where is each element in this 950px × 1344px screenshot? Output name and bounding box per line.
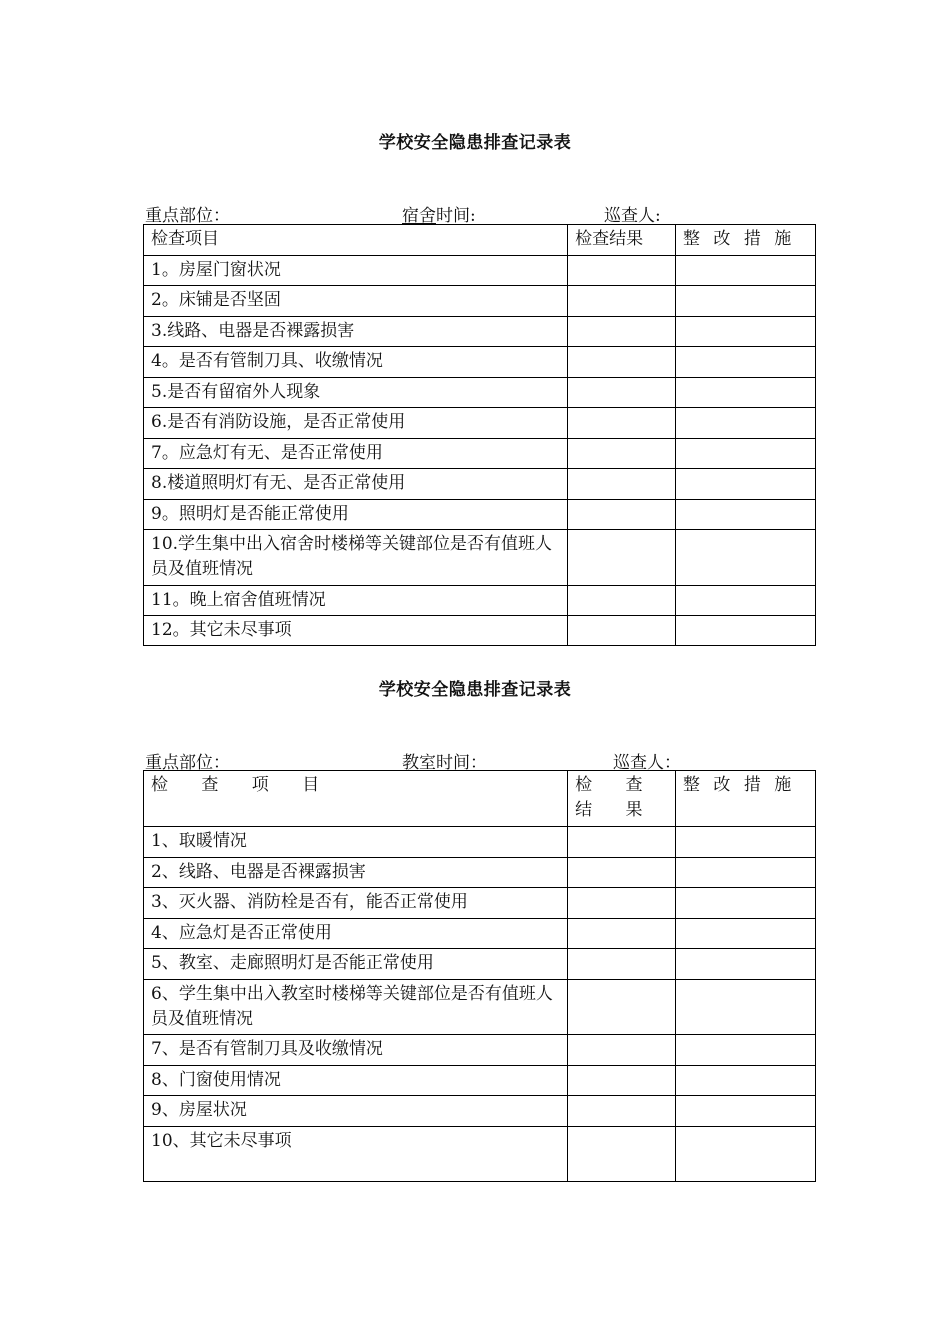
table-row bbox=[144, 256, 816, 286]
table-header-row bbox=[144, 771, 816, 827]
measure-cell[interactable] bbox=[676, 827, 816, 858]
result-cell[interactable] bbox=[568, 1066, 676, 1096]
header-check-item: 检查项目 bbox=[144, 225, 568, 256]
item-label: 3、灭火器、消防栓是否有，能否正常使用 bbox=[144, 888, 568, 919]
item-label: 7。应急灯有无、是否正常使用 bbox=[144, 439, 568, 469]
table-row bbox=[144, 378, 816, 408]
dorm-key-area-label: 重点部位： bbox=[145, 206, 230, 226]
result-cell[interactable] bbox=[568, 530, 676, 586]
measure-cell[interactable] bbox=[676, 919, 816, 949]
dorm-location: 宿舍 bbox=[402, 206, 436, 226]
table-row bbox=[144, 1066, 816, 1096]
classroom-inspector-label: 巡查人： bbox=[613, 753, 681, 773]
result-cell[interactable] bbox=[568, 1035, 676, 1066]
table-row bbox=[144, 317, 816, 347]
measure-cell[interactable] bbox=[676, 888, 816, 919]
measure-cell[interactable] bbox=[676, 256, 816, 286]
table-row bbox=[144, 616, 816, 646]
measure-cell[interactable] bbox=[676, 949, 816, 980]
table-row bbox=[144, 347, 816, 378]
item-label: 2。床铺是否坚固 bbox=[144, 286, 568, 317]
measure-cell[interactable] bbox=[676, 1035, 816, 1066]
measure-cell[interactable] bbox=[676, 500, 816, 530]
table-header-row bbox=[144, 225, 816, 256]
dorm-location-time bbox=[402, 201, 476, 226]
table-row bbox=[144, 469, 816, 500]
measure-cell[interactable] bbox=[676, 858, 816, 888]
item-label: 6、学生集中出入教室时楼梯等关键部位是否有值班人员及值班情况 bbox=[144, 980, 568, 1035]
result-cell[interactable] bbox=[568, 1127, 676, 1182]
item-label: 8、门窗使用情况 bbox=[144, 1066, 568, 1096]
table-row bbox=[144, 439, 816, 469]
measure-cell[interactable] bbox=[676, 317, 816, 347]
classroom-key-area-label: 重点部位： bbox=[145, 753, 230, 773]
header-rectification: 整 改 措 施 bbox=[676, 771, 816, 827]
item-label: 5.是否有留宿外人现象 bbox=[144, 378, 568, 408]
result-cell[interactable] bbox=[568, 919, 676, 949]
table-row bbox=[144, 980, 816, 1035]
table-row bbox=[144, 286, 816, 317]
result-cell[interactable] bbox=[568, 256, 676, 286]
result-cell[interactable] bbox=[568, 827, 676, 858]
result-cell[interactable] bbox=[568, 616, 676, 646]
result-cell[interactable] bbox=[568, 500, 676, 530]
item-label: 7、是否有管制刀具及收缴情况 bbox=[144, 1035, 568, 1066]
result-cell[interactable] bbox=[568, 888, 676, 919]
measure-cell[interactable] bbox=[676, 1127, 816, 1182]
item-label: 6.是否有消防设施，是否正常使用 bbox=[144, 408, 568, 439]
dorm-inspector-label: 巡查人: bbox=[604, 206, 661, 226]
result-cell[interactable] bbox=[568, 378, 676, 408]
measure-cell[interactable] bbox=[676, 439, 816, 469]
table-row bbox=[144, 500, 816, 530]
result-cell[interactable] bbox=[568, 949, 676, 980]
dorm-inspection-table bbox=[143, 224, 816, 646]
item-label: 11。晚上宿舍值班情况 bbox=[144, 586, 568, 616]
result-cell[interactable] bbox=[568, 286, 676, 317]
result-cell[interactable] bbox=[568, 586, 676, 616]
classroom-inspection-table bbox=[143, 770, 816, 1182]
table-row bbox=[144, 408, 816, 439]
header-check-result: 检 查 结 果 bbox=[568, 771, 676, 827]
result-cell[interactable] bbox=[568, 317, 676, 347]
table-row bbox=[144, 586, 816, 616]
table-row bbox=[144, 1096, 816, 1127]
result-cell[interactable] bbox=[568, 858, 676, 888]
measure-cell[interactable] bbox=[676, 586, 816, 616]
table-row bbox=[144, 949, 816, 980]
result-cell[interactable] bbox=[568, 439, 676, 469]
header-rectification: 整 改 措 施 bbox=[676, 225, 816, 256]
table-row bbox=[144, 888, 816, 919]
item-label: 10.学生集中出入宿舍时楼梯等关键部位是否有值班人员及值班情况 bbox=[144, 530, 568, 586]
item-label: 2、线路、电器是否裸露损害 bbox=[144, 858, 568, 888]
result-cell[interactable] bbox=[568, 408, 676, 439]
measure-cell[interactable] bbox=[676, 469, 816, 500]
measure-cell[interactable] bbox=[676, 980, 816, 1035]
measure-cell[interactable] bbox=[676, 530, 816, 586]
dorm-form-title: 学校安全隐患排查记录表 bbox=[378, 133, 572, 153]
classroom-location: 教室 bbox=[402, 753, 436, 773]
measure-cell[interactable] bbox=[676, 408, 816, 439]
table-row bbox=[144, 1127, 816, 1182]
measure-cell[interactable] bbox=[676, 616, 816, 646]
table-row bbox=[144, 858, 816, 888]
item-label: 1。房屋门窗状况 bbox=[144, 256, 568, 286]
item-label: 1、取暖情况 bbox=[144, 827, 568, 858]
table-row bbox=[144, 1035, 816, 1066]
item-label: 9。照明灯是否能正常使用 bbox=[144, 500, 568, 530]
item-label: 4。是否有管制刀具、收缴情况 bbox=[144, 347, 568, 378]
item-label: 4、应急灯是否正常使用 bbox=[144, 919, 568, 949]
table-row bbox=[144, 919, 816, 949]
measure-cell[interactable] bbox=[676, 347, 816, 378]
item-label: 5、教室、走廊照明灯是否能正常使用 bbox=[144, 949, 568, 980]
item-label: 8.楼道照明灯有无、是否正常使用 bbox=[144, 469, 568, 500]
item-label: 12。其它未尽事项 bbox=[144, 616, 568, 646]
result-cell[interactable] bbox=[568, 980, 676, 1035]
dorm-time-label: 时间: bbox=[436, 206, 476, 226]
measure-cell[interactable] bbox=[676, 286, 816, 317]
result-cell[interactable] bbox=[568, 1096, 676, 1127]
result-cell[interactable] bbox=[568, 469, 676, 500]
item-label: 3.线路、电器是否裸露损害 bbox=[144, 317, 568, 347]
header-check-item: 检 查 项 目 bbox=[144, 771, 568, 827]
measure-cell[interactable] bbox=[676, 1066, 816, 1096]
classroom-form-title: 学校安全隐患排查记录表 bbox=[378, 680, 572, 700]
classroom-time-label: 时间： bbox=[436, 753, 487, 773]
item-label: 10、其它未尽事项 bbox=[144, 1127, 568, 1182]
measure-cell[interactable] bbox=[676, 378, 816, 408]
table-row bbox=[144, 530, 816, 586]
item-label: 9、房屋状况 bbox=[144, 1096, 568, 1127]
result-cell[interactable] bbox=[568, 347, 676, 378]
measure-cell[interactable] bbox=[676, 1096, 816, 1127]
header-check-result: 检查结果 bbox=[568, 225, 676, 256]
table-row bbox=[144, 827, 816, 858]
